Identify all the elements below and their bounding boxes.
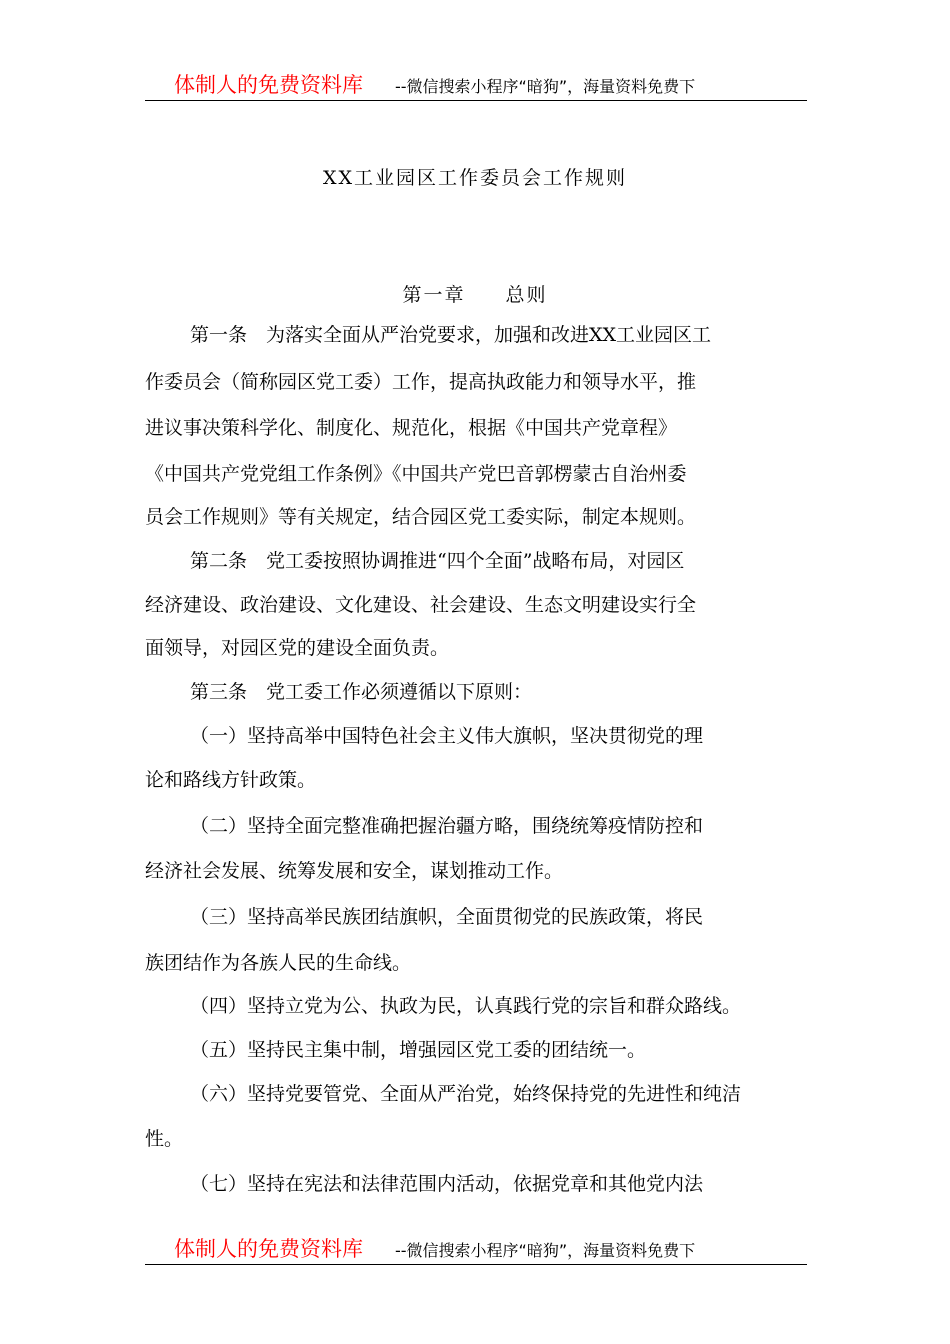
body-line: 第三条 党工委工作必须遵循以下原则：: [190, 681, 533, 703]
banner-brand: 体制人的免费资料库: [174, 73, 363, 97]
body-line: 进议事决策科学化、制度化、规范化，根据《中国共产党章程》: [145, 417, 678, 439]
body-line: （七）坚持在宪法和法律范围内活动，依据党章和其他党内法: [190, 1173, 704, 1195]
body-line: 论和路线方针政策。: [145, 769, 317, 791]
body-line: （六）坚持党要管党、全面从严治党，始终保持党的先进性和纯洁: [190, 1083, 742, 1105]
body-line: （二）坚持全面完整准确把握治疆方略，围绕统筹疫情防控和: [190, 815, 704, 837]
body-line: 《中国共产党党组工作条例》《中国共产党巴音郭楞蒙古自治州委: [145, 463, 687, 485]
banner-brand: 体制人的免费资料库: [174, 1237, 363, 1261]
body-line: 第二条 党工委按照协调推进“四个全面”战略布局，对园区: [190, 550, 685, 572]
body-line: （三）坚持高举民族团结旗帜，全面贯彻党的民族政策，将民: [190, 906, 704, 928]
document-title: XX工业园区工作委员会工作规则: [322, 167, 628, 189]
chapter-number: 第一章: [402, 284, 466, 306]
body-line: 员会工作规则》等有关规定，结合园区党工委实际，制定本规则。: [145, 506, 697, 528]
banner-tagline: --微信搜索小程序“暗狗”，海量资料免费下: [395, 77, 696, 96]
body-line: 族团结作为各族人民的生命线。: [145, 952, 412, 974]
body-line: （一）坚持高举中国特色社会主义伟大旗帜，坚决贯彻党的理: [190, 725, 704, 747]
chapter-name: 总则: [505, 284, 548, 306]
body-line: （四）坚持立党为公、执政为民，认真践行党的宗旨和群众路线。: [190, 995, 742, 1017]
body-line: 经济建设、政治建设、文化建设、社会建设、生态文明建设实行全: [145, 594, 697, 616]
footer-banner: [145, 1232, 807, 1265]
body-line: （五）坚持民主集中制，增强园区党工委的团结统一。: [190, 1039, 647, 1061]
body-line: 性。: [145, 1128, 184, 1150]
body-line: 第一条 为落实全面从严治党要求，加强和改进XX工业园区工: [190, 324, 712, 346]
body-line: 经济社会发展、统筹发展和安全，谋划推动工作。: [145, 860, 564, 882]
chapter-heading: [0, 280, 950, 307]
body-line: 面领导，对园区党的建设全面负责。: [145, 637, 450, 659]
banner-tagline: --微信搜索小程序“暗狗”，海量资料免费下: [395, 1241, 696, 1260]
header-banner: [145, 68, 807, 101]
body-line: 作委员会（简称园区党工委）工作，提高执政能力和领导水平，推: [145, 371, 697, 393]
